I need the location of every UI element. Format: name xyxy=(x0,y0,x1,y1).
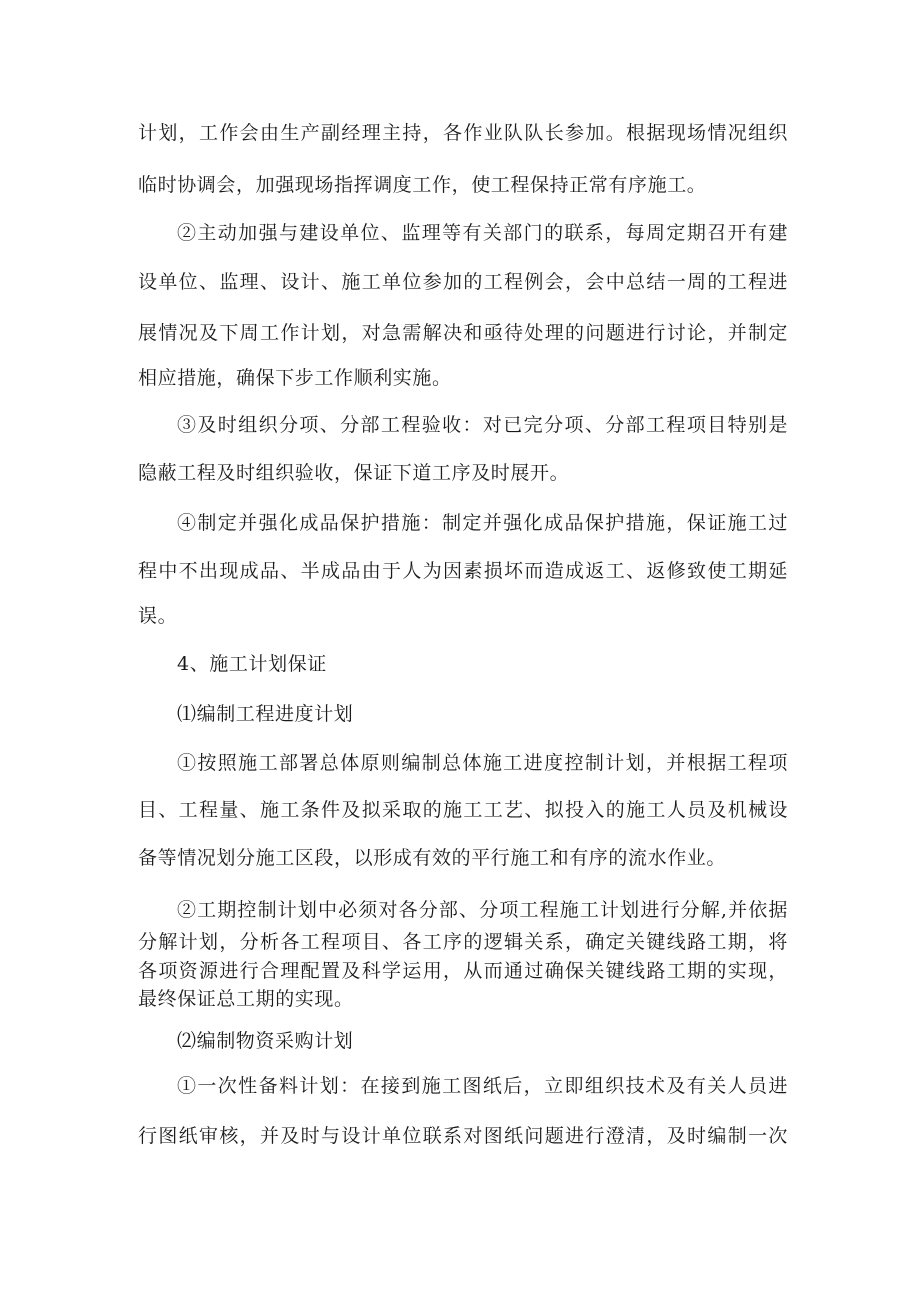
text-line: 行图纸审核，并及时与设计单位联系对图纸问题进行澄清，及时编制一次 xyxy=(138,1125,788,1147)
text-line: 临时协调会，加强现场指挥调度工作，使工程保持正常有序施工。 xyxy=(138,174,707,196)
text-line: 隐蔽工程及时组织验收，保证下道工序及时展开。 xyxy=(138,462,570,484)
subsection-heading: ⑵编制物资采购计划 xyxy=(177,1030,354,1052)
text-line: 最终保证总工期的实现。 xyxy=(138,988,354,1010)
text-line: 分解计划，分析各工程项目、各工序的逻辑关系，确定关键线路工期，将 xyxy=(138,931,788,953)
text-line: 设单位、监理、设计、施工单位参加的工程例会，会中总结一周的工程进 xyxy=(138,271,788,293)
text-line: 程中不出现成品、半成品由于人为因素损坏而造成返工、返修致使工期延 xyxy=(138,560,788,582)
paragraph-start-line: ①按照施工部署总体原则编制总体施工进度控制计划，并根据工程项 xyxy=(177,752,788,774)
text-line: 展情况及下周工作计划，对急需解决和亟待处理的问题进行讨论，并制定 xyxy=(138,322,788,344)
text-line: 误。 xyxy=(138,605,178,627)
text-line: 备等情况划分施工区段，以形成有效的平行施工和有序的流水作业。 xyxy=(138,847,727,869)
text-line: 计划，工作会由生产副经理主持，各作业队队长参加。根据现场情况组织 xyxy=(138,122,788,144)
subsection-heading: ⑴编制工程进度计划 xyxy=(177,703,354,725)
section-heading: 4、施工计划保证 xyxy=(177,653,327,675)
paragraph-start-line: ①一次性备料计划：在接到施工图纸后，立即组织技术及有关人员进 xyxy=(177,1075,788,1097)
paragraph-start-line: ②主动加强与建设单位、监理等有关部门的联系，每周定期召开有建 xyxy=(177,222,788,244)
paragraph-start-line: ②工期控制计划中必须对各分部、分项工程施工计划进行分解,并依据 xyxy=(177,899,788,921)
text-line: 各项资源进行合理配置及科学运用，从而通过确保关键线路工期的实现， xyxy=(138,960,788,982)
text-line: 相应措施，确保下步工作顺利实施。 xyxy=(138,367,452,389)
paragraph-start-line: ③及时组织分项、分部工程验收：对已完分项、分部工程项目特别是 xyxy=(177,414,788,436)
paragraph-start-line: ④制定并强化成品保护措施：制定并强化成品保护措施，保证施工过 xyxy=(177,512,788,534)
text-line: 目、工程量、施工条件及拟采取的施工工艺、拟投入的施工人员及机械设 xyxy=(138,799,788,821)
